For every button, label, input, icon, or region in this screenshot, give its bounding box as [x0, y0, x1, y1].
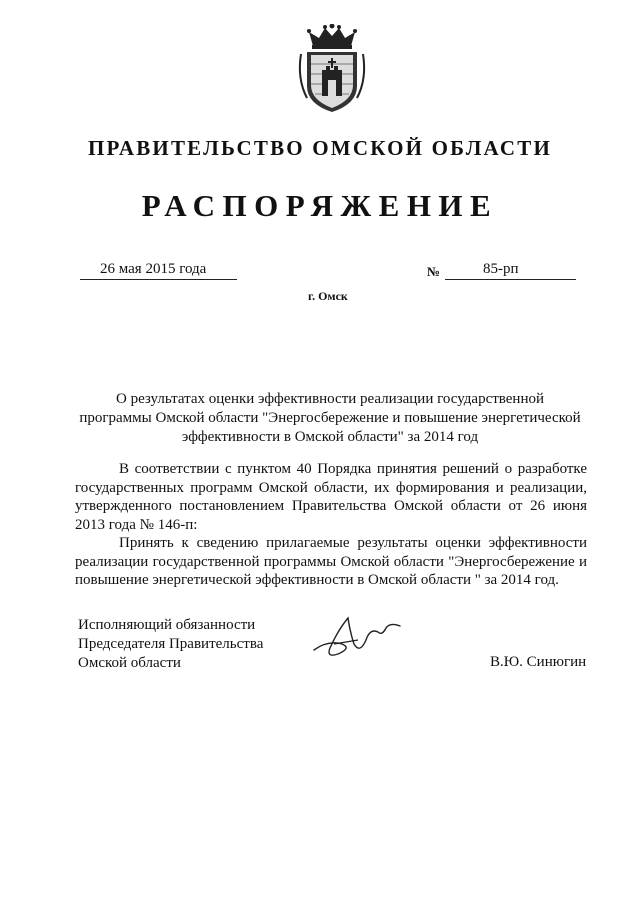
signer-name: В.Ю. Синюгин: [490, 654, 587, 670]
government-title: ПРАВИТЕЛЬСТВО ОМСКОЙ ОБЛАСТИ: [87, 136, 552, 160]
position-line: Председателя Правительства: [78, 636, 264, 652]
body-line: В соответствии с пунктом 40 Порядка принятия решений о разработке: [119, 461, 587, 477]
city-name: г. Омск: [308, 289, 348, 303]
position-line: Омской области: [78, 655, 181, 671]
body-line: повышение энергетической эффективности в Омской области " за 2014 год.: [75, 572, 559, 588]
document-date: 26 мая 2015 года: [100, 261, 207, 277]
subject-line: О результатах оценки эффективности реализации государственной: [115, 391, 545, 407]
number-field: [445, 260, 576, 280]
document-number: 85-рп: [483, 261, 519, 277]
date-field: [80, 260, 237, 280]
subject-line: программы Омской области "Энергосбережение и повышение энергетической: [79, 410, 581, 426]
body-line: реализации государственной программы Омской области "Энергосбережение и: [75, 553, 587, 570]
body-line: 2013 года № 146-п:: [75, 516, 198, 533]
body-line: государственных программ Омской области, их формирования и реализации,: [75, 479, 587, 496]
subject-line: эффективности в Омской области" за 2014 год: [181, 429, 479, 445]
handwritten-signature: [308, 610, 408, 662]
body-line: утвержденного постановлением Правительства Омской области от 26 июня: [75, 498, 587, 514]
signer-position: [78, 616, 263, 673]
body-line: Принять к сведению прилагаемые результаты оценки эффективности: [119, 535, 587, 551]
omsk-coat-of-arms-icon: [295, 24, 369, 114]
document-type-title: РАСПОРЯЖЕНИЕ: [141, 188, 499, 223]
number-label: №: [427, 264, 441, 279]
document-body: [75, 460, 587, 590]
document-subject: [60, 390, 600, 447]
position-line: Исполняющий обязанности: [78, 617, 256, 633]
